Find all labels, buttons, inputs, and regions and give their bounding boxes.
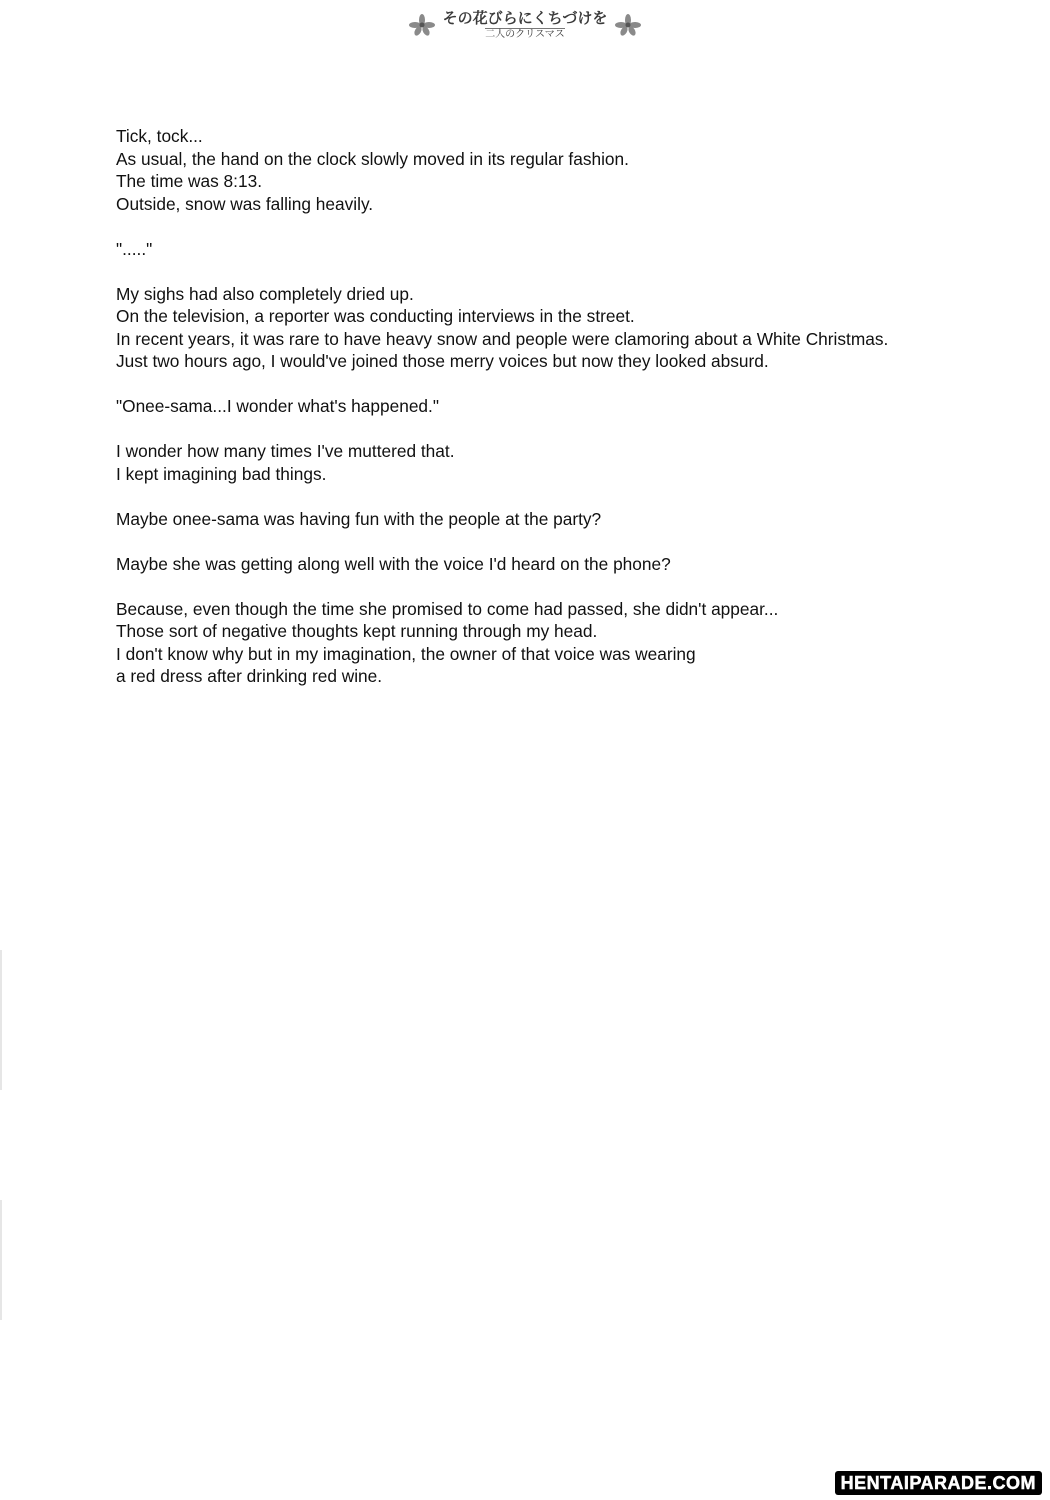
flower-ornament-icon-right <box>613 12 643 38</box>
text-line: In recent years, it was rare to have heavy snow and people were clamoring about a White Christmas. <box>116 328 889 349</box>
site-watermark <box>835 1471 1042 1495</box>
scan-edge-mark <box>0 950 2 1090</box>
text-line: Maybe onee-sama was having fun with the people at the party? <box>116 508 602 529</box>
paragraph <box>116 553 1016 576</box>
paragraph <box>116 238 1016 261</box>
paragraph <box>116 508 1016 531</box>
text-line: "....." <box>116 238 153 259</box>
text-line: Because, even though the time she promised to come had passed, she didn't appear... <box>116 598 779 619</box>
header-title: その花びらにくちづけを <box>442 8 608 27</box>
paragraph <box>116 440 1016 485</box>
page-header <box>0 8 1050 42</box>
text-line: I don't know why but in my imagination, the owner of that voice was wearing <box>116 643 696 664</box>
paragraph <box>116 125 1016 215</box>
text-line: I wonder how many times I've muttered that. <box>116 441 455 461</box>
paragraph <box>116 283 1016 373</box>
text-line: Outside, snow was falling heavily. <box>116 193 374 214</box>
text-line: Maybe she was getting along well with the voice I'd heard on the phone? <box>116 553 671 574</box>
header-subtitle: 二人のクリスマス <box>485 28 565 40</box>
text-line: My sighs had also completely dried up. <box>116 283 414 304</box>
flower-ornament-icon-left <box>407 12 437 38</box>
header-text <box>442 8 608 40</box>
text-line: As usual, the hand on the clock slowly moved in its regular fashion. <box>116 148 629 169</box>
text-line: a red dress after drinking red wine. <box>116 666 383 686</box>
scan-edge-mark <box>0 1200 2 1320</box>
text-line: Tick, tock... <box>116 126 203 146</box>
paragraph <box>116 395 1016 418</box>
text-line: "Onee-sama...I wonder what's happened." <box>116 396 439 416</box>
text-line: I kept imagining bad things. <box>116 463 327 484</box>
paragraph <box>116 598 1016 688</box>
text-line: Just two hours ago, I would've joined those merry voices but now they looked absurd. <box>116 351 769 371</box>
text-line: Those sort of negative thoughts kept running through my head. <box>116 621 598 641</box>
watermark-text: HENTAIPARADE.COM <box>840 1473 1036 1493</box>
story-text <box>116 125 1016 710</box>
text-line: On the television, a reporter was conducting interviews in the street. <box>116 306 635 326</box>
text-line: The time was 8:13. <box>116 171 262 191</box>
